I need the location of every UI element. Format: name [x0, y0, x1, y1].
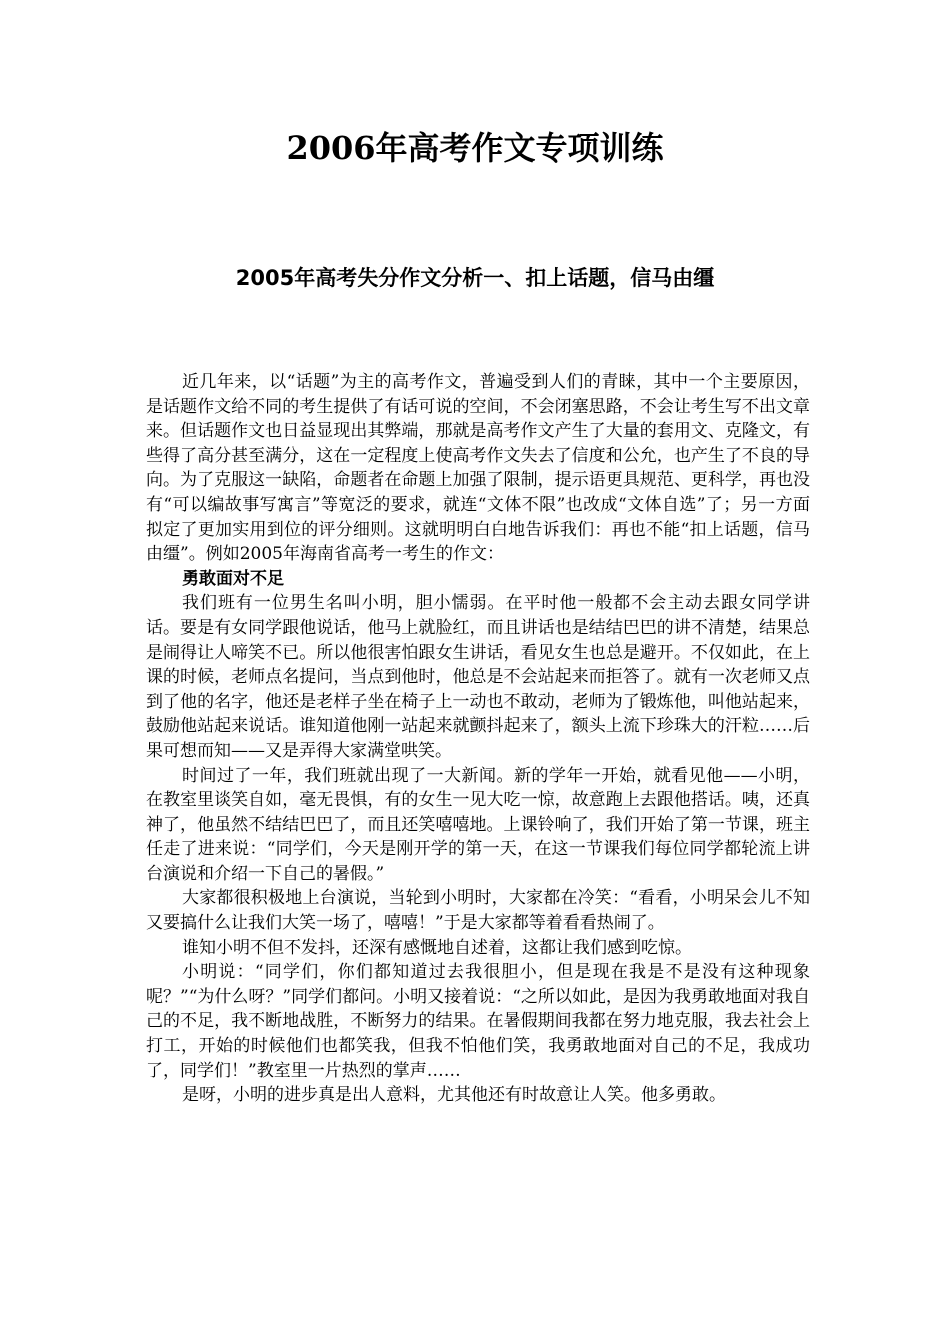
essay-title: 勇敢面对不足: [182, 568, 284, 589]
essay-paragraph: 谁知小明不但不发抖，还深有感慨地自述着，这都让我们感到吃惊。: [182, 937, 692, 958]
essay-paragraph: 大家都很积极地上台演说，当轮到小明时，大家都在冷笑：“看看，小明呆会儿不知又要搞什么让我们大笑一场了，嘻嘻！”于是大家都等着看看热闹了。: [146, 888, 810, 934]
section-heading: 2005年高考失分作文分析一、扣上话题，信马由缰: [235, 266, 715, 290]
page-title: 2006年高考作文专项训练: [286, 129, 664, 167]
essay-paragraph: 我们班有一位男生名叫小明，胆小懦弱。在平时他一般都不会主动去跟女同学讲话。要是有女同学跟他说话，他马上就脸红，而且讲话也是结结巴巴的讲不清楚，结果总是闹得让人啼笑不已。所以他很害怕跟女生讲话，看见女生也总是避开。不仅如此，在上课的时候，老师点名提问，当点到他时，他总是不会站起来而拒答了。就有一次老师又点到了他的名字，他还是老样子坐在椅子上一动也不敢动，老师为了锻炼他，叫他站起来，鼓励他站起来说话。谁知道他刚一站起来就颤抖起来了，额头上流下珍珠大的汗粒……后果可想而知——又是弄得大家满堂哄笑。: [146, 593, 810, 761]
essay-paragraph: 时间过了一年，我们班就出现了一大新闻。新的学年一开始，就看见他——小明，在教室里谈笑自如，毫无畏惧，有的女生一见大吃一惊，故意跑上去跟他搭话。咦，还真神了，他虽然不结结巴巴了，而且还笑嘻嘻地。上课铃响了，我们开始了第一节课，班主任走了进来说：“同学们，今天是刚开学的第一天，在这一节课我们每位同学都轮流上讲台演说和介绍一下自己的暑假。”: [146, 765, 810, 884]
intro-paragraph: 近几年来，以“话题”为主的高考作文，普遍受到人们的青睐，其中一个主要原因，是话题作文给不同的考生提供了有话可说的空间，不会闭塞思路，不会让考生写不出文章来。但话题作文也日益显现出其弊端，那就是高考作文产生了大量的套用文、克隆文，有些得了高分甚至满分，这在一定程度上使高考作文失去了信度和公允，也产生了不良的导向。为了克服这一缺陷，命题者在命题上加强了限制，提示语更具规范、更科学，再也没有“可以编故事写寓言”等宽泛的要求，就连“文体不限”也改成“文体自选”了；另一方面拟定了更加实用到位的评分细则。这就明明白白地告诉我们：再也不能“扣上话题，信马由缰”。例如2005年海南省高考一考生的作文：: [146, 372, 810, 565]
document-body: [146, 370, 810, 1108]
essay-paragraph: 小明说：“同学们，你们都知道过去我很胆小，但是现在我是不是没有这种现象呢？”“为什么呀？”同学们都问。小明又接着说：“之所以如此，是因为我勇敢地面对我自己的不足，我不断地战胜，不断努力的结果。在暑假期间我都在努力地克服，我去社会上打工，开始的时候他们也都笑我，但我不怕他们笑，我勇敢地面对自己的不足，我成功了，同学们！”教室里一片热烈的掌声……: [146, 962, 810, 1081]
essay-paragraph: 是呀，小明的进步真是出人意料，尤其他还有时故意让人笑。他多勇敢。: [182, 1085, 726, 1106]
